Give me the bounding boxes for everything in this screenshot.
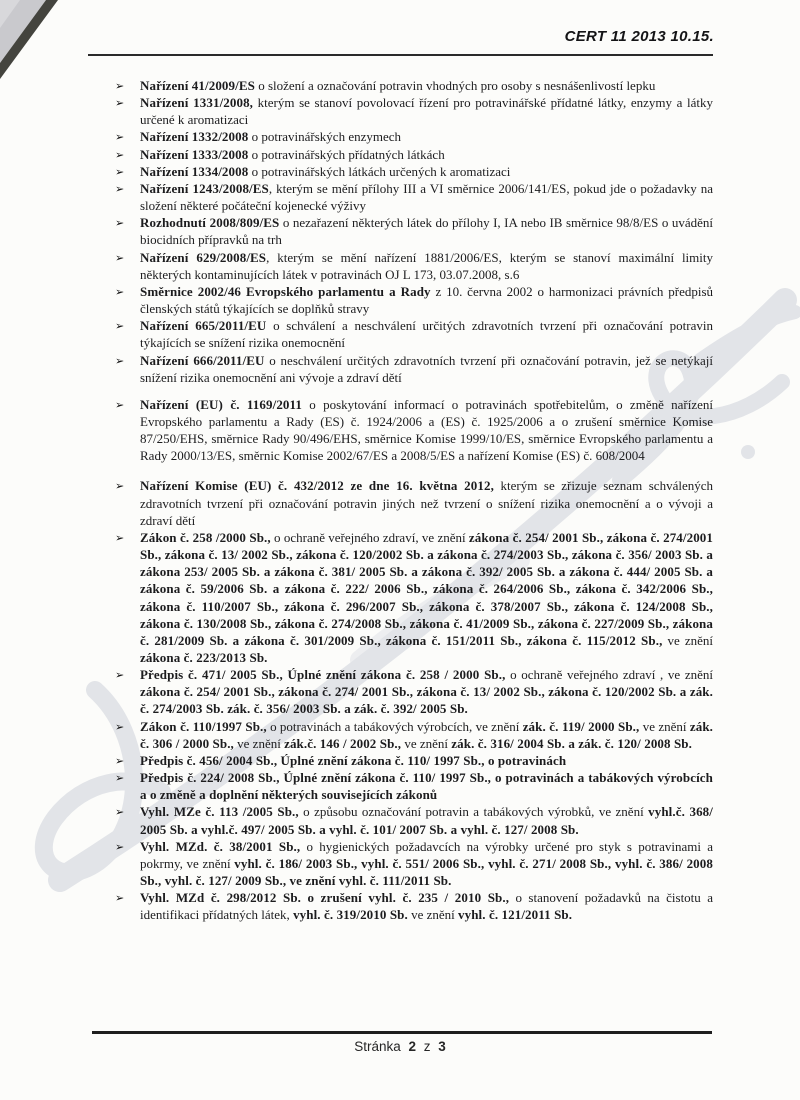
arrow-bullet-icon: ➢ [115, 891, 125, 905]
list-item-text: Předpis č. 456/ 2004 Sb., Úplné znění zákona č. 110/ 1997 Sb., o potravinách [140, 752, 567, 768]
list-item-text: Zákon č. 110/1997 Sb., o potravinách a tabákových výrobcích, ve znění zák. č. 119/ 2000 Sb., ve znění zák. č. 306 / 2000 Sb., ve znění zák.č. 146 / 2002 Sb., ve znění zák. č. 316/ 2004 Sb. a zák. č. 120/ 2008 Sb. [140, 718, 713, 751]
list-item [115, 769, 713, 803]
current-page-number: 2 [408, 1039, 416, 1054]
list-item [115, 317, 713, 351]
list-item [115, 128, 713, 145]
list-item-text: Nařízení 1243/2008/ES, kterým se mění přílohy III a VI směrnice 2006/141/ES, pokud jde o požadavky na složení některé počáteční kojenecké výživy [140, 180, 713, 214]
page-indicator [0, 1039, 800, 1054]
header-rule [88, 54, 713, 56]
document-code: CERT 11 2013 10.15. [564, 28, 714, 45]
arrow-bullet-icon: ➢ [115, 398, 125, 412]
list-item-text: Nařízení 666/2011/EU o neschválení určitých zdravotních tvrzení při označování potravin, jež se netýkají snížení rizika onemocnění ani vývoje a zdraví dětí [140, 352, 713, 385]
list-item [115, 889, 713, 923]
arrow-bullet-icon: ➢ [115, 216, 125, 230]
arrow-bullet-icon: ➢ [115, 479, 125, 493]
arrow-bullet-icon: ➢ [115, 165, 125, 179]
arrow-bullet-icon: ➢ [115, 319, 125, 333]
list-item [115, 752, 713, 769]
list-item [115, 163, 713, 180]
list-item-text: Nařízení 665/2011/EU o schválení a neschválení určitých zdravotních tvrzení při označování potravin týkajících se snížení rizika onemocnění [140, 318, 713, 351]
total-page-number: 3 [438, 1039, 446, 1054]
arrow-bullet-icon: ➢ [115, 96, 125, 110]
list-item-text: Vyhl. MZe č. 113 /2005 Sb., o způsobu označování potravin a tabákových výrobků, ve znění vyhl.č. 368/ 2005 Sb. a vyhl.č. 497/ 2005 Sb. a vyhl. č. 101/ 2007 Sb. a vyhl. č. 127/ 2008 Sb. [140, 804, 713, 837]
list-item [115, 529, 713, 666]
list-item [115, 718, 713, 752]
arrow-bullet-icon: ➢ [115, 130, 125, 144]
list-item-text: Vyhl. MZd č. 298/2012 Sb. o zrušení vyhl. č. 235 / 2010 Sb., o stanovení požadavků na čistotu a identifikaci přídatných látek, vyhl. č. 319/2010 Sb. ve znění vyhl. č. 121/2011 Sb. [140, 890, 713, 923]
footer-rule [92, 1031, 712, 1034]
list-item-text: Nařízení 41/2009/ES o složení a označování potravin vhodných pro osoby s nesnášenlivostí lepku [140, 78, 656, 93]
arrow-bullet-icon: ➢ [115, 182, 125, 196]
list-item-text: Předpis č. 471/ 2005 Sb., Úplné znění zákona č. 258 / 2000 Sb., o ochraně veřejného zdraví , ve znění zákona č. 254/ 2001 Sb., zákona č. 274/ 2001 Sb., zákona č. 13/ 2002 Sb., zákona č. 120/2002 Sb. a zák. č. 274/2003 Sb. zák. č. 356/ 2003 Sb. a zák. č. 392/ 2005 Sb. [140, 667, 714, 717]
arrow-bullet-icon: ➢ [115, 148, 125, 162]
arrow-bullet-icon: ➢ [115, 720, 125, 734]
arrow-bullet-icon: ➢ [115, 251, 125, 265]
list-item [115, 352, 713, 386]
list-item [115, 666, 713, 717]
list-item-text: Nařízení (EU) č. 1169/2011 o poskytování informací o potravinách spotřebitelům, o změně nařízení Evropského parlamentu a Rady (ES) č. 1924/2006 a (ES) č. 1925/2006 a o zrušení směrnice Komise 87/250/EHS, směrnice Rady 90/496/EHS, směrnice Komise 1999/10/ES, směrnice Evropského parlamentu a Rady 2000/13/ES, směrnic Komise 2002/67/ES a 2008/5/ES a nařízení Komise (ES) č. 608/2004 [140, 396, 713, 464]
list-item [115, 94, 713, 128]
regulation-list [115, 77, 713, 924]
arrow-bullet-icon: ➢ [115, 754, 125, 768]
list-item-text: Nařízení Komise (EU) č. 432/2012 ze dne 16. května 2012, kterým se zřizuje seznam schválených zdravotních tvrzení při označování potravin jiných než tvrzení o snížení rizika onemocnění a o vývoji a zdraví dětí [140, 478, 714, 528]
list-item [115, 146, 713, 163]
list-item-text: Vyhl. MZd. č. 38/2001 Sb., o hygienických požadavcích na výrobky určené pro styk s potravinami a pokrmy, ve znění vyhl. č. 186/ 2003 Sb., vyhl. č. 551/ 2006 Sb., vyhl. č. 271/ 2008 Sb., vyhl. č. 386/ 2008 Sb., vyhl. č. 127/ 2009 Sb., ve znění vyhl. č. 111/2011 Sb. [140, 838, 713, 889]
list-item-text: Rozhodnutí 2008/809/ES o nezařazení některých látek do přílohy I, IA nebo IB směrnice 98/8/ES o uvádění biocidních přípravků na trh [140, 215, 713, 248]
arrow-bullet-icon: ➢ [115, 79, 125, 93]
list-item [115, 803, 713, 837]
arrow-bullet-icon: ➢ [115, 668, 125, 682]
list-item-text: Nařízení 1333/2008 o potravinářských přídatných látkách [140, 146, 445, 162]
page-indicator-separator: z [423, 1039, 431, 1054]
arrow-bullet-icon: ➢ [115, 840, 125, 854]
list-item-text: Nařízení 1332/2008 o potravinářských enzymech [140, 129, 402, 145]
list-item [115, 180, 713, 214]
list-item-text: Směrnice 2002/46 Evropského parlamentu a Rady z 10. června 2002 o harmonizaci právních předpisů členských států týkajících se doplňků stravy [140, 283, 714, 317]
page-indicator-label: Stránka [354, 1039, 401, 1054]
list-item [115, 838, 713, 889]
list-item [115, 249, 713, 283]
list-item [115, 214, 713, 248]
arrow-bullet-icon: ➢ [115, 285, 125, 299]
list-item-text: Nařízení 1331/2008, kterým se stanoví povolovací řízení pro potravinářské přídatné látky, enzymy a látky určené k aromatizaci [140, 95, 713, 128]
list-item-text: Nařízení 1334/2008 o potravinářských látkách určených k aromatizaci [140, 163, 511, 179]
page-corner-fold-icon [0, 0, 70, 90]
list-item-text: Předpis č. 224/ 2008 Sb., Úplné znění zákona č. 110/ 1997 Sb., o potravinách a tabákových výrobcích a o změně a doplnění některých souvisejících zákonů [140, 770, 713, 803]
list-item [115, 283, 713, 317]
list-item [115, 477, 713, 528]
list-item-text: Zákon č. 258 /2000 Sb., o ochraně veřejného zdraví, ve znění zákona č. 254/ 2001 Sb., zákona č. 274/2001 Sb., zákona č. 13/ 2002 Sb., zákona č. 120/2002 Sb. a zákona č. 274/2003 Sb., zákona č. 356/ 2003 Sb. a zákona 253/ 2005 Sb. a zákona č. 381/ 2005 Sb. a zákona č. 392/ 2005 Sb. a zákona č. 444/ 2005 Sb. a zákona č. 59/2006 Sb. a zákona č. 222/ 2006 Sb., zákona č. 264/2006 Sb., zákona č. 342/2006 Sb., zákona č. 110/2007 Sb., zákona č. 296/2007 Sb., zákona č. 378/2007 Sb., zákona č. 124/2008 Sb., zákona č. 130/2008 Sb., zákona č. 274/2008 Sb., zákona č. 41/2009 Sb., zákona č. 227/2009 Sb., zákona č. 281/2009 Sb. a zákona č. 301/2009 Sb., zákona č. 151/2011 Sb., zákona č. 115/2012 Sb., ve znění zákona č. 223/2013 Sb. [140, 529, 714, 665]
arrow-bullet-icon: ➢ [115, 771, 125, 785]
arrow-bullet-icon: ➢ [115, 354, 125, 367]
list-item-text: Nařízení 629/2008/ES, kterým se mění nařízení 1881/2006/ES, kterým se stanoví maximální limity některých kontaminujících látek v potravinách OJ L 173, 03.07.2008, s.6 [140, 249, 713, 282]
arrow-bullet-icon: ➢ [115, 805, 125, 819]
arrow-bullet-icon: ➢ [115, 531, 125, 545]
list-item [115, 396, 713, 465]
list-item [115, 77, 713, 94]
